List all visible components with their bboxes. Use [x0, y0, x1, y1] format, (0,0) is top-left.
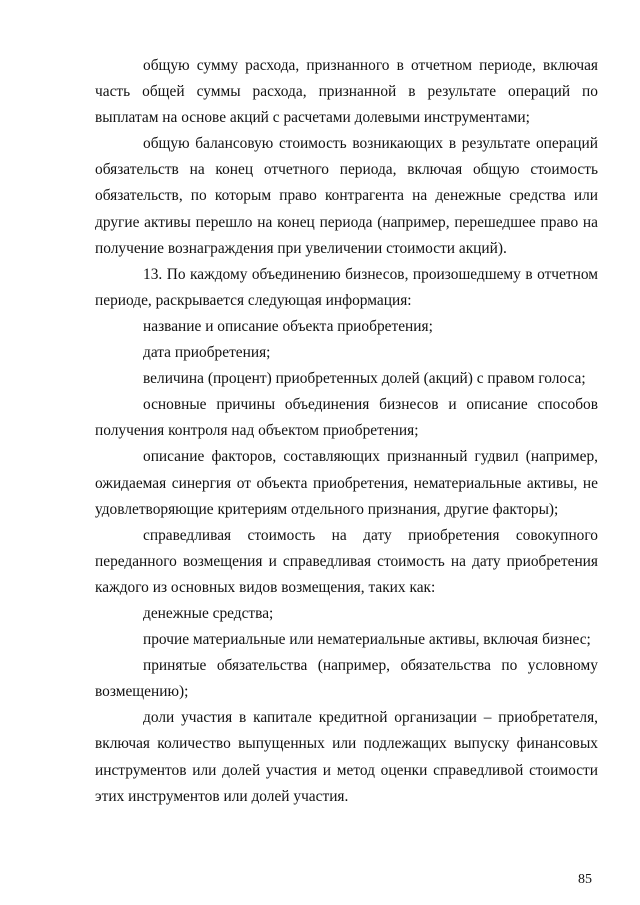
list-item-name-description: название и описание объекта приобретения; [143, 317, 433, 335]
list-item-voting-share: величина (процент) приобретенных долей (акций) с правом голоса; [143, 370, 586, 388]
list-item-reasons: основные причины объединения бизнесов и описание способов получения контроля над объектом приобретения; [95, 396, 598, 440]
paragraph-section-13: 13. По каждому объединению бизнесов, произошедшему в отчетном периоде, раскрывается следующая информация: [95, 265, 598, 309]
list-item-cash: денежные средства; [143, 604, 274, 622]
list-item-equity-interests: доли участия в капитале кредитной организации – приобретателя, включая количество выпущенных или подлежащих выпуску финансовых инструментов или долей участия и метод оценки справедливой стоимости этих инструментов или долей участия. [95, 709, 598, 805]
list-item-liabilities: принятые обязательства (например, обязательства по условному возмещению); [95, 657, 598, 701]
list-item-acquisition-date: дата приобретения; [143, 344, 271, 362]
list-item-other-assets: прочие материальные или нематериальные активы, включая бизнес; [143, 631, 591, 649]
document-body [95, 53, 598, 810]
list-item-fair-value: справедливая стоимость на дату приобретения совокупного переданного возмещения и справедливая стоимость на дату приобретения каждого из основных видов возмещения, таких как: [95, 526, 598, 596]
paragraph-total-expense: общую сумму расхода, признанного в отчетном периоде, включая часть общей суммы расхода, признанной в результате операций по выплатам на основе акций с расчетами долевыми инструментами; [95, 57, 598, 127]
paragraph-carrying-amount: общую балансовую стоимость возникающих в результате операций обязательств на конец отчетного периода, включая общую стоимость обязательств, по которым право контрагента на денежные средства или другие активы перешло на конец периода (например, перешедшее право на получение вознаграждения при увеличении стоимости акций). [95, 135, 598, 257]
page-number: 85 [578, 872, 592, 887]
list-item-goodwill-factors: описание факторов, составляющих признанный гудвил (например, ожидаемая синергия от объекта приобретения, нематериальные активы, не удовлетворяющие критериям отдельного признания, другие факторы); [95, 448, 598, 518]
